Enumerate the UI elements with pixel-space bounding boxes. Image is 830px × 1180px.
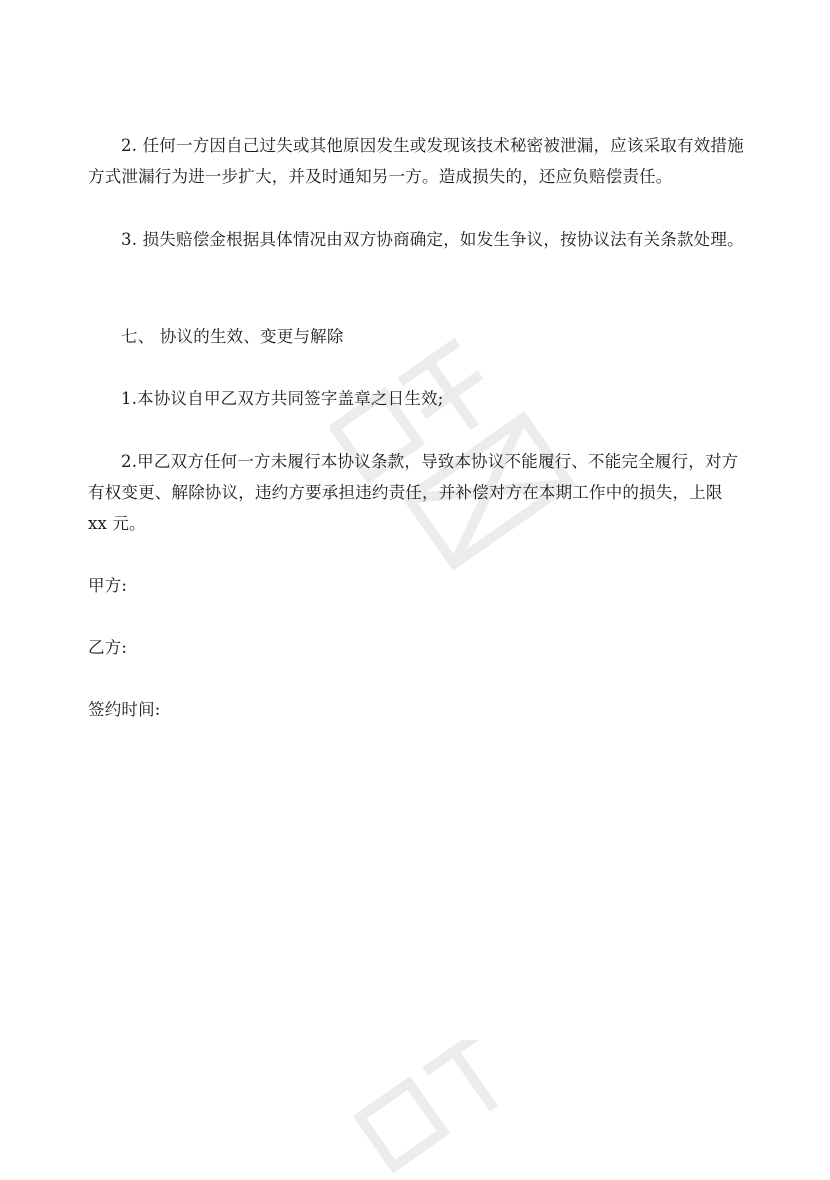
watermark-icon — [330, 1040, 550, 1180]
section-heading: 七、 协议的生效、变更与解除 — [121, 327, 344, 346]
clause-paragraph: 3. 损失赔偿金根据具体情况由双方协商确定，如发生争议，按协议法有关条款处理。 — [121, 230, 744, 249]
clause-paragraph: 2.甲乙双方任何一方未履行本协议条款，导致本协议不能履行、不能完全履行，对方有权变更、解除协议，违约方要承担违约责任，并补偿对方在本期工作中的损失，上限 xx 元。 — [88, 452, 739, 533]
sign-time-label: 签约时间: — [88, 700, 161, 719]
party-a-label: 甲方: — [88, 576, 128, 595]
party-b-label: 乙方: — [88, 638, 128, 657]
clause-paragraph: 1.本协议自甲乙双方共同签字盖章之日生效; — [121, 389, 444, 408]
clause-paragraph: 2. 任何一方因自己过失或其他原因发生或发现该技术秘密被泄漏，应该采取有效措施方式泄漏行为进一步扩大，并及时通知另一方。造成损失的，还应负赔偿责任。 — [88, 136, 744, 186]
